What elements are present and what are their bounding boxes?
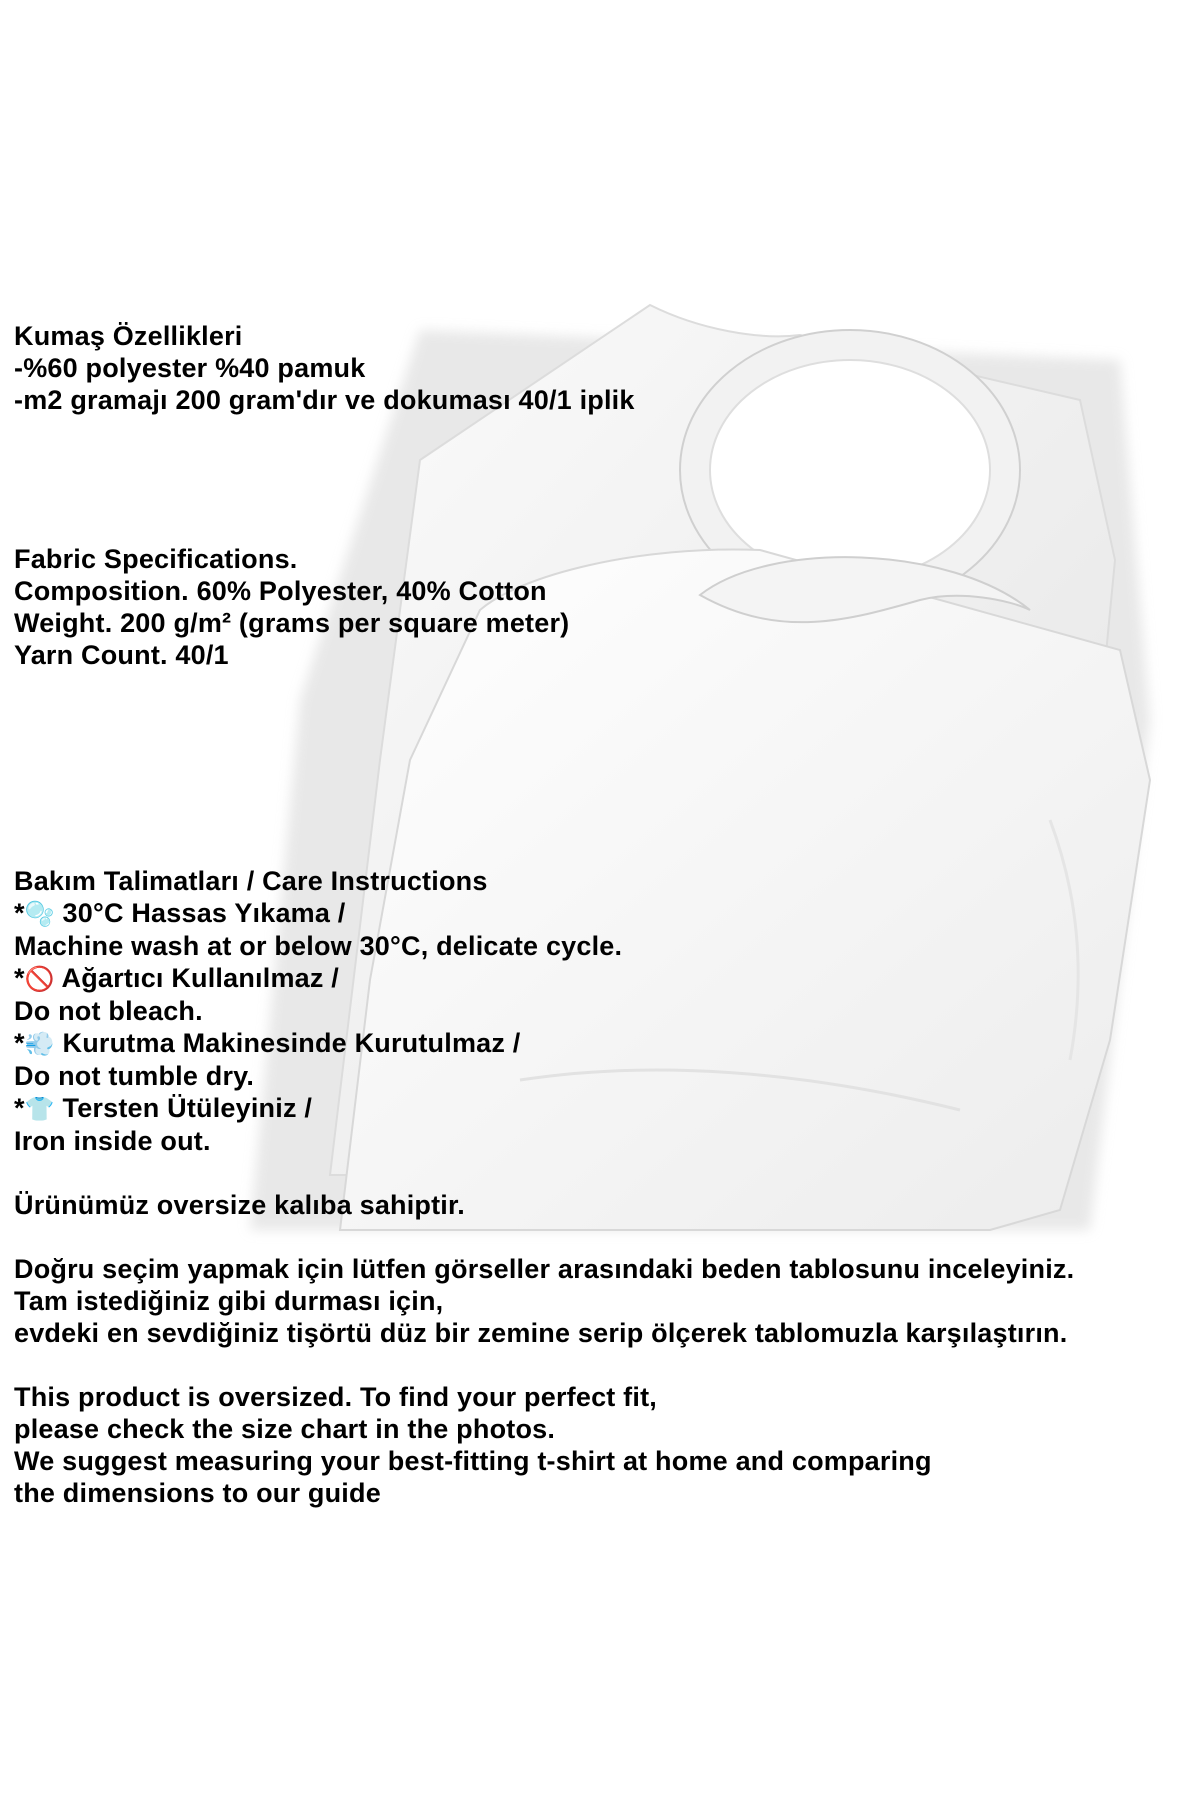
spacer — [14, 1221, 1074, 1253]
fabric-en-weight: Weight. 200 g/m² (grams per square meter) — [14, 608, 570, 638]
sizing-tr-line: Tam istediğiniz gibi durması için, — [14, 1286, 444, 1316]
care-en-bleach: Do not bleach. — [14, 996, 203, 1026]
fabric-en-composition: Composition. 60% Polyester, 40% Cotton — [14, 576, 547, 606]
care-marker: * — [14, 898, 25, 928]
care-tr: Ağartıcı Kullanılmaz / — [54, 963, 339, 993]
care-item-wash — [14, 897, 1074, 930]
prohibited-icon: 🚫 — [24, 965, 55, 993]
care-en-wash: Machine wash at or below 30°C, delicate cycle. — [14, 931, 623, 961]
fabric-tr-title: Kumaş Özellikleri — [14, 321, 243, 351]
care-item-iron — [14, 1092, 1074, 1125]
spacer — [14, 1349, 1074, 1381]
sizing-tr-line: Doğru seçim yapmak için lütfen görseller arasındaki beden tablosunu inceleyiniz. — [14, 1254, 1075, 1284]
sizing-en-line: please check the size chart in the photos. — [14, 1414, 556, 1444]
sizing-en-line: We suggest measuring your best-fitting t-shirt at home and comparing — [14, 1446, 932, 1476]
fabric-tr-weight: -m2 gramajı 200 gram'dır ve dokuması 40/1 iplik — [14, 385, 635, 415]
fabric-en-yarn: Yarn Count. 40/1 — [14, 640, 229, 670]
care-section — [14, 865, 1074, 1509]
bubbles-icon: 🫧 — [24, 900, 55, 928]
care-item-dry — [14, 1027, 1074, 1060]
sizing-en-line: This product is oversized. To find your perfect fit, — [14, 1382, 657, 1412]
care-en-iron: Iron inside out. — [14, 1126, 211, 1156]
tshirt-icon: 👕 — [24, 1095, 55, 1123]
care-marker: * — [14, 963, 25, 993]
care-tr: Kurutma Makinesinde Kurutulmaz / — [54, 1028, 521, 1058]
fabric-tr-section — [14, 320, 635, 416]
care-tr: Tersten Ütüleyiniz / — [54, 1093, 313, 1123]
sizing-tr-line: evdeki en sevdiğiniz tişörtü düz bir zemine serip ölçerek tablomuzla karşılaştırın. — [14, 1318, 1068, 1348]
fabric-en-title: Fabric Specifications. — [14, 544, 298, 574]
care-item-bleach — [14, 962, 1074, 995]
spacer — [14, 1157, 1074, 1189]
care-tr: 30°C Hassas Yıkama / — [54, 898, 346, 928]
fabric-en-section — [14, 543, 569, 671]
fabric-tr-composition: -%60 polyester %40 pamuk — [14, 353, 366, 383]
care-title: Bakım Talimatları / Care Instructions — [14, 866, 488, 896]
care-marker: * — [14, 1093, 25, 1123]
care-marker: * — [14, 1028, 25, 1058]
care-en-dry: Do not tumble dry. — [14, 1061, 255, 1091]
sizing-en-line: the dimensions to our guide — [14, 1478, 381, 1508]
dash-wind-icon: 💨 — [24, 1030, 55, 1058]
oversize-note: Ürünümüz oversize kalıba sahiptir. — [14, 1190, 465, 1220]
